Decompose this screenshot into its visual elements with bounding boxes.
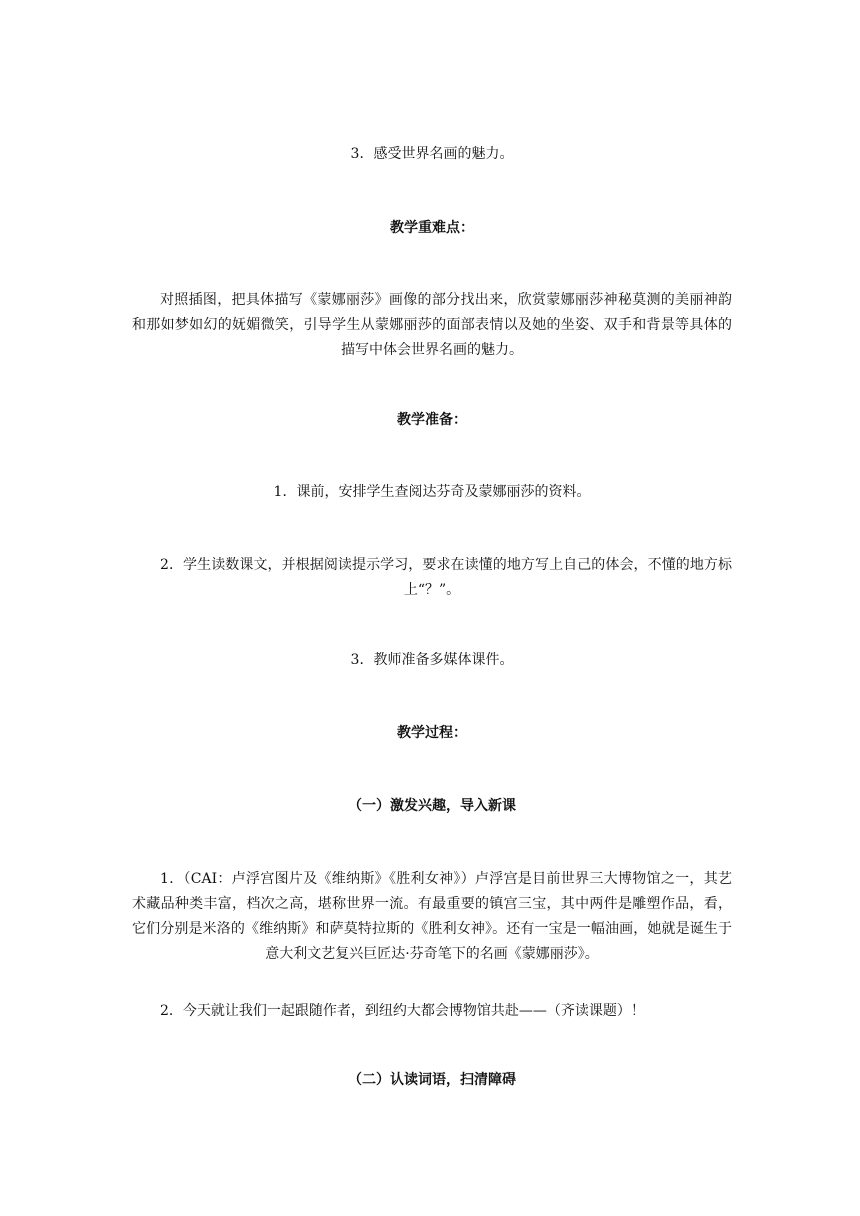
preparation-heading: 教学准备： bbox=[397, 412, 467, 428]
prep-item-3: 3．教师准备多媒体课件。 bbox=[350, 652, 514, 668]
section-2-title: （二）认读词语，扫清障碍 bbox=[348, 1072, 516, 1088]
section-1-title: （一）激发兴趣，导入新课 bbox=[348, 798, 516, 814]
process-heading: 教学过程： bbox=[397, 725, 467, 741]
objective-3: 3．感受世界名画的魅力。 bbox=[350, 146, 514, 162]
prep-item-2: 2．学生读数课文，并根据阅读提示学习，要求在读懂的地方写上自己的体会，不懂的地方标上“？”。 bbox=[160, 557, 732, 598]
section-1-item-2: 2．今天就让我们一起跟随作者，到纽约大都会博物馆共赴——（齐读课题）！ bbox=[160, 1003, 645, 1019]
prep-item-1: 1．课前，安排学生查阅达芬奇及蒙娜丽莎的资料。 bbox=[273, 484, 591, 500]
key-points-heading: 教学重难点： bbox=[390, 220, 474, 236]
section-1-item-1: 1．（CAI：卢浮宫图片及《维纳斯》《胜利女神》）卢浮宫是目前世界三大博物馆之一，其艺术藏品种类丰富，档次之高，堪称世界一流。有最重要的镇宫三宝，其中两件是雕塑作品，看，它们分别是米洛的《维纳斯》和萨莫特拉斯的《胜利女神》。还有一宝是一幅油画，她就是诞生于意大利文艺复兴巨匠达·芬奇笔下的名画《蒙娜丽莎》。 bbox=[132, 871, 732, 962]
key-points-paragraph: 对照插图，把具体描写《蒙娜丽莎》画像的部分找出来，欣赏蒙娜丽莎神秘莫测的美丽神韵和那如梦如幻的妩媚微笑，引导学生从蒙娜丽莎的面部表情以及她的坐姿、双手和背景等具体的描写中体会世界名画的魅力。 bbox=[132, 292, 732, 358]
